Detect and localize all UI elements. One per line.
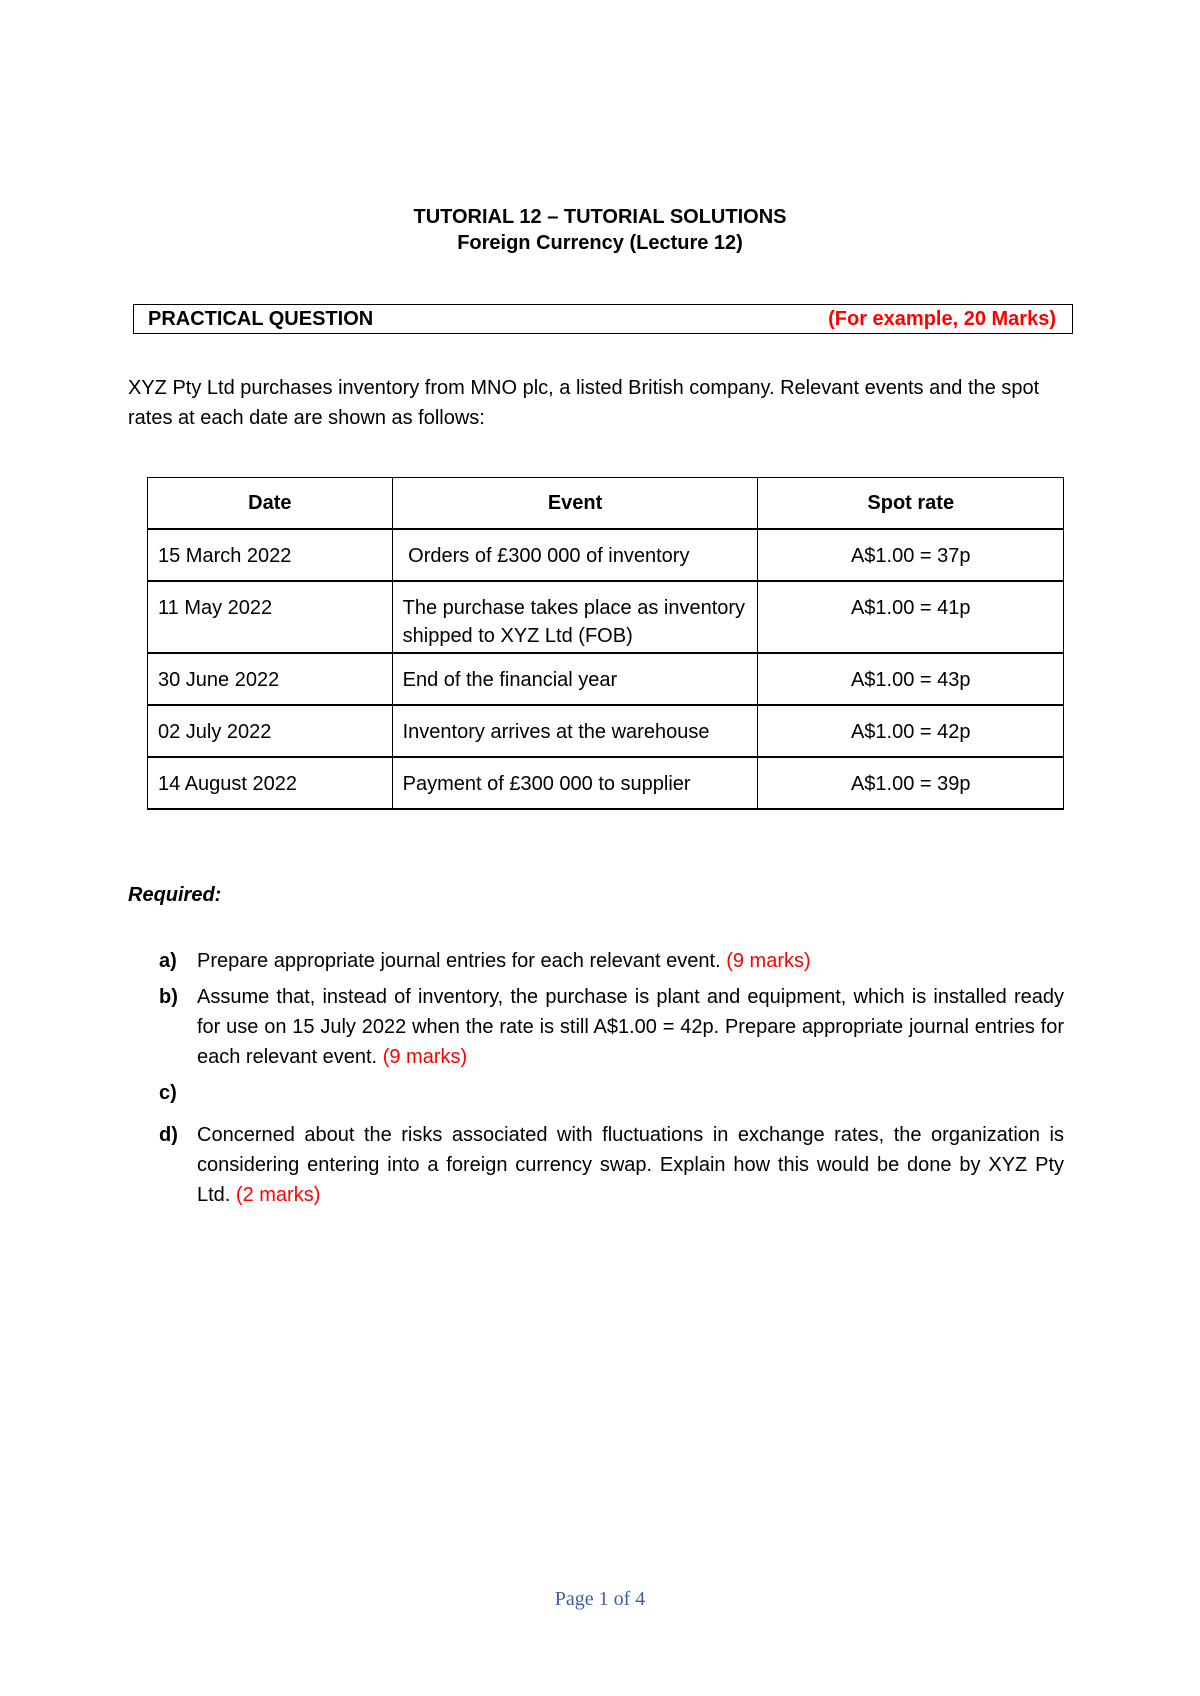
item-text [197,1120,1064,1210]
column-header-spot-rate: Spot rate [758,478,1064,530]
rate-cell: A$1.00 = 39p [758,757,1064,809]
table-row [148,529,1064,581]
rate-cell: A$1.00 = 42p [758,705,1064,757]
item-letter: c) [159,1082,177,1104]
table-row [148,705,1064,757]
item-letter: b) [159,986,178,1008]
list-item [159,946,1064,976]
item-text [197,946,1064,976]
document-title: TUTORIAL 12 – TUTORIAL SOLUTIONS [413,206,787,228]
question-heading-box [133,304,1073,334]
table-row [148,653,1064,705]
list-item [159,1078,1064,1114]
event-cell: Inventory arrives at the warehouse [392,705,758,757]
item-body: Prepare appropriate journal entries for each relevant event. [197,950,727,972]
item-marks: (2 marks) [235,1184,321,1206]
item-body: Concerned about the risks associated with fluctuations in exchange rates, the organization is considering entering into a foreign currency swap. Explain how this would be done by XYZ Pty Ltd. [197,1124,1064,1206]
event-cell: Payment of £300 000 to supplier [392,757,758,809]
events-table [147,477,1064,810]
item-text [197,1078,1064,1114]
item-marks: (9 marks) [726,950,811,972]
item-text [197,982,1064,1072]
rate-cell: A$1.00 = 41p [758,581,1064,653]
rate-cell: A$1.00 = 43p [758,653,1064,705]
required-heading: Required: [128,884,222,906]
rate-cell: A$1.00 = 37p [758,529,1064,581]
requirements-list [159,946,1064,1216]
table-row [148,581,1064,653]
event-cell: The purchase takes place as inventory shipped to XYZ Ltd (FOB) [392,581,758,653]
item-body: Assume that, instead of inventory, the purchase is plant and equipment, which is installed ready for use on 15 July 2022 when the rate is still A$1.00 = 42p. Prepare appropriate journal entries for each relevant event. [197,986,1064,1068]
list-item [159,1120,1064,1210]
date-cell: 02 July 2022 [148,705,393,757]
event-cell: Orders of £300 000 of inventory [392,529,758,581]
column-header-event: Event [392,478,758,530]
item-letter: a) [159,950,177,972]
question-marks: (For example, 20 Marks) [828,307,1056,330]
date-cell: 30 June 2022 [148,653,393,705]
event-cell: End of the financial year [392,653,758,705]
date-cell: 14 August 2022 [148,757,393,809]
date-cell: 15 March 2022 [148,529,393,581]
document-subtitle: Foreign Currency (Lecture 12) [457,232,743,254]
table-header-row [148,478,1064,530]
table-row [148,757,1064,809]
page-number: Page 1 of 4 [554,1588,646,1610]
question-heading: PRACTICAL QUESTION [148,307,374,330]
item-letter: d) [159,1124,178,1146]
item-marks: (9 marks) [382,1046,468,1068]
question-intro: XYZ Pty Ltd purchases inventory from MNO plc, a listed British company. Relevant events and the spot rates at each date are shown as follows: [128,377,1040,429]
column-header-date: Date [148,478,393,530]
list-item [159,982,1064,1072]
date-cell: 11 May 2022 [148,581,393,653]
